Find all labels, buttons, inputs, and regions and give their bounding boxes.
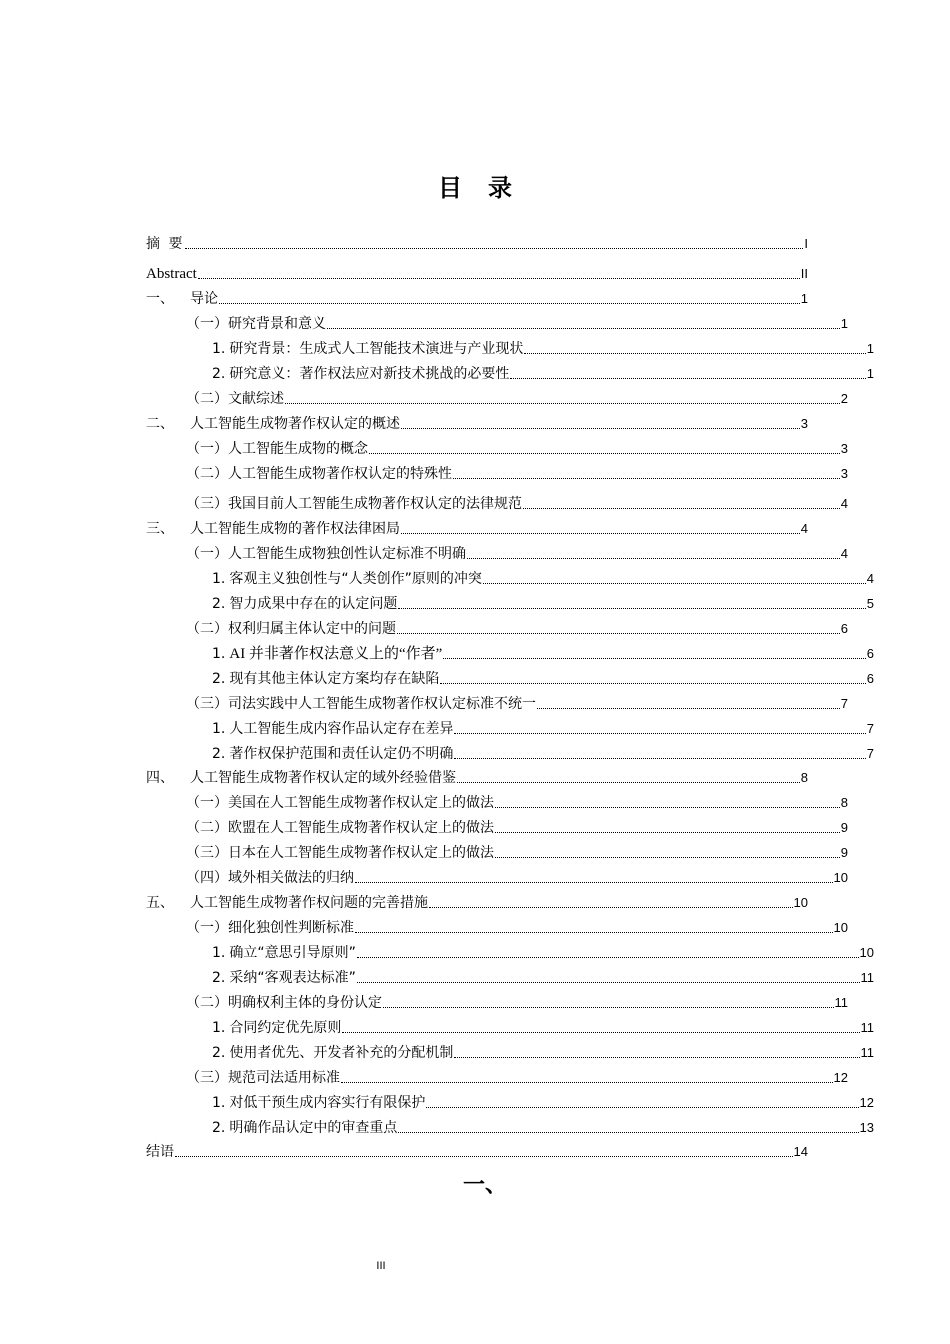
toc-dot-leader bbox=[509, 364, 866, 384]
toc-entry[interactable] bbox=[146, 669, 874, 689]
toc-entry-number: 三、 bbox=[146, 521, 174, 537]
toc-entry[interactable] bbox=[146, 793, 848, 813]
toc-entry-page: 2 bbox=[840, 391, 848, 406]
toc-entry-label bbox=[186, 868, 354, 888]
toc-dot-leader bbox=[494, 793, 841, 813]
toc-entry-label bbox=[212, 943, 356, 963]
toc-entry-page: 1 bbox=[840, 316, 848, 331]
toc-entry-text: 明确作品认定中的审查重点 bbox=[229, 1120, 398, 1136]
toc-entry-number: （二） bbox=[186, 621, 228, 637]
toc-entry-text: 著作权保护范围和责任认定仍不明确 bbox=[229, 746, 454, 762]
toc-entry-text: 我国目前人工智能生成物著作权认定的法律规范 bbox=[228, 496, 522, 512]
toc-entry-number: （三） bbox=[186, 1070, 228, 1086]
toc-entry-text: 对低干预生成内容实行有限保护 bbox=[229, 1095, 426, 1111]
toc-entry-page: 7 bbox=[866, 721, 874, 736]
toc-entry[interactable] bbox=[146, 314, 848, 334]
toc-dot-leader bbox=[439, 669, 866, 689]
toc-dot-leader bbox=[354, 918, 834, 938]
toc-entry-label bbox=[146, 289, 218, 309]
toc-entry-label bbox=[212, 719, 453, 739]
toc-entry-page: 4 bbox=[866, 571, 874, 586]
toc-entry-page: 6 bbox=[866, 646, 874, 661]
toc-dot-leader bbox=[442, 644, 867, 664]
toc-entry-page: 8 bbox=[800, 770, 808, 785]
toc-entry-page: 12 bbox=[859, 1095, 874, 1110]
toc-entry-text: 研究背景和意义 bbox=[228, 316, 326, 332]
toc-dot-leader bbox=[356, 943, 860, 963]
toc-entry-text: 人工智能生成物著作权认定的概述 bbox=[190, 416, 400, 432]
section-heading-fragment: 一、 bbox=[462, 1173, 507, 1198]
toc-entry-number: （一） bbox=[186, 920, 228, 936]
toc-entry[interactable] bbox=[146, 818, 848, 838]
toc-entry[interactable] bbox=[146, 644, 874, 664]
toc-dot-leader bbox=[396, 619, 841, 639]
toc-entry-page: 14 bbox=[793, 1144, 808, 1159]
toc-dot-leader bbox=[382, 993, 835, 1013]
toc-entry[interactable] bbox=[146, 464, 848, 484]
toc-entry[interactable] bbox=[146, 843, 848, 863]
toc-entry-label bbox=[186, 464, 452, 484]
toc-entry-label bbox=[186, 918, 354, 938]
toc-entry-number: 2. bbox=[212, 1045, 226, 1061]
toc-entry-number: 2. bbox=[212, 671, 226, 687]
toc-entry-label bbox=[186, 439, 368, 459]
toc-entry-page: 11 bbox=[860, 1020, 874, 1035]
toc-entry-text: 人工智能生成内容作品认定存在差异 bbox=[229, 721, 454, 737]
toc-dot-leader bbox=[397, 1118, 859, 1138]
toc-entry-label bbox=[212, 1043, 453, 1063]
toc-entry-text: 结语 bbox=[146, 1144, 174, 1160]
toc-entry-page: I bbox=[804, 236, 808, 251]
toc-dot-leader bbox=[494, 818, 841, 838]
toc-entry-number: 2. bbox=[212, 970, 226, 986]
toc-entry-page: 10 bbox=[833, 870, 848, 885]
toc-entry[interactable] bbox=[146, 264, 808, 284]
toc-entry[interactable] bbox=[146, 719, 874, 739]
toc-entry-text: 人工智能生成物著作权问题的完善措施 bbox=[190, 895, 428, 911]
toc-entry-label bbox=[212, 644, 442, 664]
toc-entry-page: 3 bbox=[840, 441, 848, 456]
toc-dot-leader bbox=[368, 439, 841, 459]
toc-dot-leader bbox=[522, 494, 841, 514]
toc-entry-text: 日本在人工智能生成物著作权认定上的做法 bbox=[228, 845, 494, 861]
toc-entry-page: 11 bbox=[860, 970, 874, 985]
toc-entry-text: 研究背景：生成式人工智能技术演进与产业现状 bbox=[229, 341, 524, 357]
toc-entry-label bbox=[212, 1093, 425, 1113]
toc-entry-number: 四、 bbox=[146, 770, 174, 786]
toc-entry-page: 3 bbox=[800, 416, 808, 431]
toc-entry-page: 6 bbox=[840, 621, 848, 636]
toc-entry-page: 9 bbox=[840, 845, 848, 860]
toc-entry-text: 美国在人工智能生成物著作权认定上的做法 bbox=[228, 795, 494, 811]
toc-entry-page: 7 bbox=[866, 746, 874, 761]
toc-entry-number: （一） bbox=[186, 546, 228, 562]
toc-entry-text: AI 并非著作权法意义上的“作者” bbox=[229, 646, 443, 662]
toc-dot-leader bbox=[482, 569, 867, 589]
toc-entry-text: 司法实践中人工智能生成物著作权认定标准不统一 bbox=[228, 696, 536, 712]
toc-dot-leader bbox=[218, 289, 801, 309]
toc-entry-label bbox=[146, 1142, 174, 1162]
toc-entry-text: Abstract bbox=[146, 266, 197, 282]
toc-entry[interactable] bbox=[146, 993, 848, 1013]
toc-entry-text: 人工智能生成物的著作权法律困局 bbox=[190, 521, 400, 537]
toc-entry-number: 2. bbox=[212, 1120, 226, 1136]
toc-entry-page: 7 bbox=[840, 696, 848, 711]
toc-entry-text: 明确权利主体的身份认定 bbox=[228, 995, 382, 1011]
toc-title bbox=[0, 168, 950, 203]
toc-dot-leader bbox=[453, 1043, 860, 1063]
toc-entry-text: 合同约定优先原则 bbox=[229, 1020, 342, 1036]
toc-entry[interactable] bbox=[146, 968, 874, 988]
toc-entry-page: 10 bbox=[793, 895, 808, 910]
toc-entry-number: 五、 bbox=[146, 895, 174, 911]
toc-entry[interactable] bbox=[146, 519, 808, 539]
toc-entry-text: 规范司法适用标准 bbox=[228, 1070, 340, 1086]
toc-entry-text: 欧盟在人工智能生成物著作权认定上的做法 bbox=[228, 820, 494, 836]
toc-entry-number: （一） bbox=[186, 795, 228, 811]
toc-dot-leader bbox=[174, 1142, 794, 1162]
toc-entry[interactable] bbox=[146, 768, 808, 788]
toc-entry[interactable] bbox=[146, 494, 848, 514]
toc-entry-page: 5 bbox=[866, 596, 874, 611]
toc-entry-text: 文献综述 bbox=[228, 391, 284, 407]
toc-dot-leader bbox=[494, 843, 841, 863]
toc-entry-number: （一） bbox=[186, 441, 228, 457]
toc-entry-label bbox=[186, 818, 494, 838]
toc-entry[interactable] bbox=[146, 594, 874, 614]
toc-entry-label bbox=[212, 1018, 341, 1038]
toc-entry[interactable] bbox=[146, 868, 848, 888]
toc-entry-page: 11 bbox=[860, 1045, 874, 1060]
toc-entry-number: 1. bbox=[212, 341, 226, 357]
toc-entry[interactable] bbox=[146, 439, 848, 459]
toc-dot-leader bbox=[428, 893, 794, 913]
toc-entry-label bbox=[146, 264, 197, 284]
toc-entry-number: （二） bbox=[186, 995, 228, 1011]
toc-dot-leader bbox=[453, 744, 866, 764]
toc-entry-number: （三） bbox=[186, 696, 228, 712]
toc-dot-leader bbox=[453, 719, 866, 739]
toc-dot-leader bbox=[523, 339, 866, 359]
toc-entry[interactable] bbox=[146, 918, 848, 938]
toc-title-char-1: 目 bbox=[438, 174, 462, 202]
toc-entry-label bbox=[212, 569, 482, 589]
toc-entry-label bbox=[186, 694, 536, 714]
toc-entry-page: 13 bbox=[859, 1120, 874, 1135]
toc-entry-number: 摘 要 bbox=[146, 236, 185, 252]
toc-entry-number: 2. bbox=[212, 746, 226, 762]
toc-entry-label bbox=[212, 744, 453, 764]
toc-entry[interactable] bbox=[146, 1093, 874, 1113]
toc-entry-text: 导论 bbox=[190, 291, 218, 307]
toc-entry-page: 10 bbox=[859, 945, 874, 960]
toc-dot-leader bbox=[356, 968, 861, 988]
toc-dot-leader bbox=[400, 519, 801, 539]
toc-entry-number: （二） bbox=[186, 391, 228, 407]
toc-entry-number: （四） bbox=[186, 870, 228, 886]
toc-entry-page: 1 bbox=[800, 291, 808, 306]
toc-dot-leader bbox=[284, 389, 841, 409]
toc-entry-label bbox=[212, 594, 397, 614]
toc-entry-text: 人工智能生成物独创性认定标准不明确 bbox=[228, 546, 466, 562]
toc-entry-page: 3 bbox=[840, 466, 848, 481]
toc-dot-leader bbox=[536, 694, 841, 714]
toc-entry[interactable] bbox=[146, 544, 848, 564]
toc-entry-text: 研究意义：著作权法应对新技术挑战的必要性 bbox=[229, 366, 510, 382]
toc-entry-text: 现有其他主体认定方案均存在缺陷 bbox=[229, 671, 440, 687]
toc-entry-label bbox=[146, 893, 428, 913]
toc-entry[interactable] bbox=[146, 694, 848, 714]
toc-dot-leader bbox=[452, 464, 841, 484]
toc-entry-label bbox=[186, 619, 396, 639]
toc-entry[interactable] bbox=[146, 569, 874, 589]
toc-entry-text: 域外相关做法的归纳 bbox=[228, 870, 354, 886]
toc-entry[interactable] bbox=[146, 1043, 874, 1063]
toc-entry-label bbox=[186, 544, 466, 564]
toc-entry-number: （一） bbox=[186, 316, 228, 332]
toc-entry-text: 人工智能生成物著作权认定的特殊性 bbox=[228, 466, 452, 482]
toc-entry-page: 6 bbox=[866, 671, 874, 686]
toc-dot-leader bbox=[184, 234, 804, 254]
toc-entry[interactable] bbox=[146, 1118, 874, 1138]
toc-entry[interactable] bbox=[146, 364, 874, 384]
toc-entry[interactable] bbox=[146, 234, 808, 254]
toc-entry-page: 1 bbox=[866, 366, 874, 381]
toc-entry[interactable] bbox=[146, 414, 808, 434]
toc-entry-label bbox=[146, 414, 400, 434]
toc-entry-page: 4 bbox=[840, 546, 848, 561]
toc-entry-label bbox=[212, 339, 523, 359]
toc-dot-leader bbox=[197, 264, 801, 284]
toc-entry-page: 1 bbox=[866, 341, 874, 356]
toc-entry[interactable] bbox=[146, 893, 808, 913]
toc-dot-leader bbox=[456, 768, 801, 788]
toc-entry-label bbox=[212, 364, 509, 384]
toc-entry-number: 1. bbox=[212, 1020, 226, 1036]
toc-entry-label bbox=[186, 1068, 340, 1088]
toc-entry-text: 权利归属主体认定中的问题 bbox=[228, 621, 396, 637]
toc-entry[interactable] bbox=[146, 1142, 808, 1162]
toc-dot-leader bbox=[400, 414, 801, 434]
toc-entry-label bbox=[186, 843, 494, 863]
toc-entry-label bbox=[212, 1118, 397, 1138]
toc-entry-page: 12 bbox=[833, 1070, 848, 1085]
toc-entry-page: 10 bbox=[833, 920, 848, 935]
footer-page-number: III bbox=[376, 1260, 386, 1272]
toc-entry[interactable] bbox=[146, 744, 874, 764]
toc-entry-number: 二、 bbox=[146, 416, 174, 432]
toc-entry[interactable] bbox=[146, 339, 874, 359]
toc-entry-text: 智力成果中存在的认定问题 bbox=[229, 596, 398, 612]
toc-entry-text: 客观主义独创性与“人类创作”原则的冲突 bbox=[229, 571, 482, 587]
toc-entry-text: 细化独创性判断标准 bbox=[228, 920, 354, 936]
toc-entry[interactable] bbox=[146, 1068, 848, 1088]
toc-entry-number: 2. bbox=[212, 596, 226, 612]
toc-entry-text: 确立“意思引导原则” bbox=[229, 945, 356, 961]
toc-entry-number: （二） bbox=[186, 466, 228, 482]
toc-title-char-2: 录 bbox=[488, 174, 512, 202]
toc-entry-label bbox=[186, 389, 284, 409]
toc-entry-label bbox=[146, 768, 456, 788]
toc-entry-label bbox=[186, 494, 522, 514]
toc-dot-leader bbox=[466, 544, 841, 564]
toc-entry-page: II bbox=[800, 266, 808, 281]
toc-entry-page: 4 bbox=[840, 496, 848, 511]
toc-entry-label bbox=[186, 314, 326, 334]
toc-entry-label bbox=[212, 669, 439, 689]
toc-entry[interactable] bbox=[146, 1018, 874, 1038]
toc-entry-number: （三） bbox=[186, 845, 228, 861]
toc-dot-leader bbox=[341, 1018, 860, 1038]
toc-entry-text: 采纳“客观表达标准” bbox=[229, 970, 356, 986]
toc-entry-label bbox=[146, 234, 184, 254]
toc-entry-number: 1. bbox=[212, 571, 226, 587]
toc-entry[interactable] bbox=[146, 389, 848, 409]
toc-dot-leader bbox=[326, 314, 841, 334]
toc-dot-leader bbox=[397, 594, 866, 614]
toc-dot-leader bbox=[354, 868, 834, 888]
toc-entry-text: 人工智能生成物著作权认定的域外经验借鉴 bbox=[190, 770, 456, 786]
toc-entry-label bbox=[186, 993, 382, 1013]
toc-entry-number: 1. bbox=[212, 1095, 226, 1111]
toc-entry-number: 1. bbox=[212, 646, 226, 662]
toc-entry-number: （二） bbox=[186, 820, 228, 836]
toc-entry-text: 使用者优先、开发者补充的分配机制 bbox=[229, 1045, 454, 1061]
toc-entry-number: （三） bbox=[186, 496, 228, 512]
toc-entry[interactable] bbox=[146, 619, 848, 639]
toc-entry-label bbox=[212, 968, 356, 988]
toc-entry-label bbox=[186, 793, 494, 813]
toc-entry[interactable] bbox=[146, 289, 808, 309]
toc-dot-leader bbox=[425, 1093, 859, 1113]
toc-dot-leader bbox=[340, 1068, 834, 1088]
toc-entry-number: 1. bbox=[212, 721, 226, 737]
toc-entry-page: 9 bbox=[840, 820, 848, 835]
toc-entry-number: 2. bbox=[212, 366, 226, 382]
toc-entry-text: 人工智能生成物的概念 bbox=[228, 441, 368, 457]
toc-entry-page: 4 bbox=[800, 521, 808, 536]
toc-entry-number: 一、 bbox=[146, 291, 174, 307]
toc-entry-page: 11 bbox=[834, 995, 848, 1010]
toc-entry-page: 8 bbox=[840, 795, 848, 810]
toc-entry-label bbox=[146, 519, 400, 539]
toc-entry-number: 1. bbox=[212, 945, 226, 961]
toc-entry[interactable] bbox=[146, 943, 874, 963]
